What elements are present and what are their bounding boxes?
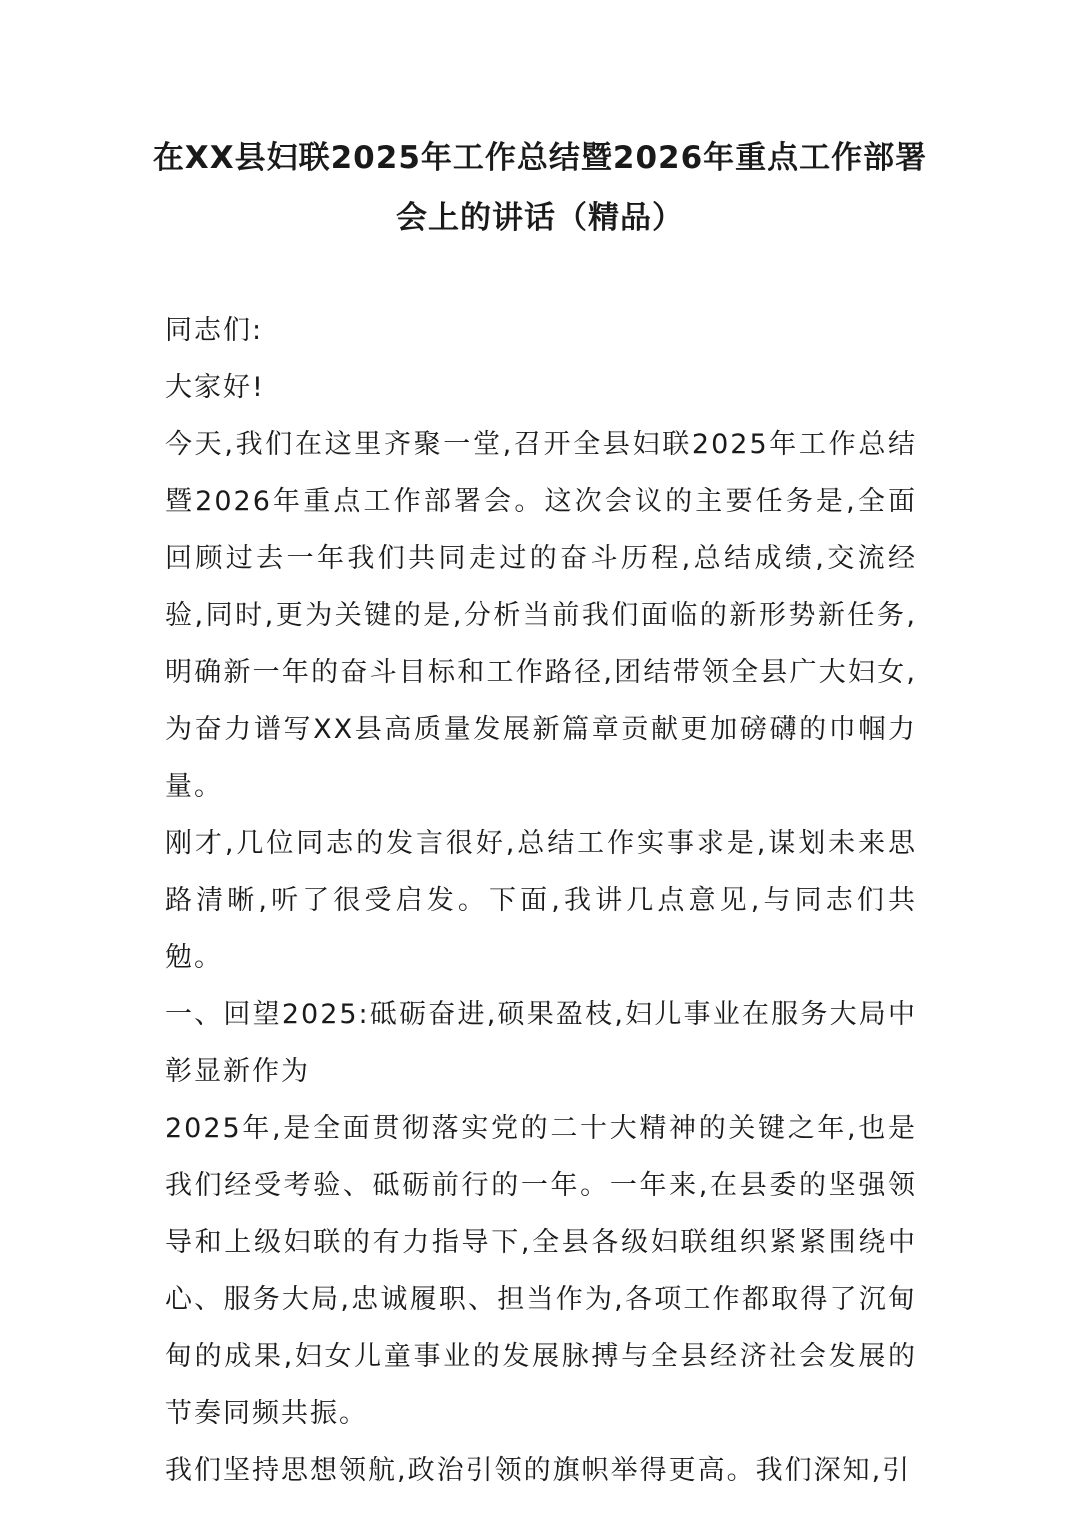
- paragraph: 刚才,几位同志的发言很好,总结工作实事求是,谋划未来思路清晰,听了很受启发。下面,我讲几点意见,与同志们共勉。: [165, 828, 917, 973]
- greeting: 大家好!: [165, 372, 265, 403]
- document-title: 在XX县妇联2025年工作总结暨2026年重点工作部署会上的讲话（精品）: [152, 140, 928, 236]
- section-heading: 一、回望2025:砥砺奋进,硕果盈枝,妇儿事业在服务大局中彰显新作为: [165, 999, 917, 1087]
- paragraph: 2025年,是全面贯彻落实党的二十大精神的关键之年,也是我们经受考验、砥砺前行的一年。一年来,在县委的坚强领导和上级妇联的有力指导下,全县各级妇联组织紧紧围绕中心、服务大局,忠诚履职、担当作为,各项工作都取得了沉甸甸的成果,妇女儿童事业的发展脉搏与全县经济社会发展的节奏同频共振。: [165, 1113, 917, 1429]
- document-body: [165, 302, 917, 1499]
- paragraph: 今天,我们在这里齐聚一堂,召开全县妇联2025年工作总结暨2026年重点工作部署会。这次会议的主要任务是,全面回顾过去一年我们共同走过的奋斗历程,总结成绩,交流经验,同时,更为关键的是,分析当前我们面临的新形势新任务,明确新一年的奋斗目标和工作路径,团结带领全县广大妇女,为奋力谱写XX县高质量发展新篇章贡献更加磅礴的巾帼力量。: [165, 429, 917, 802]
- salutation: 同志们:: [165, 315, 264, 346]
- paragraph: 我们坚持思想领航,政治引领的旗帜举得更高。我们深知,引: [165, 1455, 912, 1486]
